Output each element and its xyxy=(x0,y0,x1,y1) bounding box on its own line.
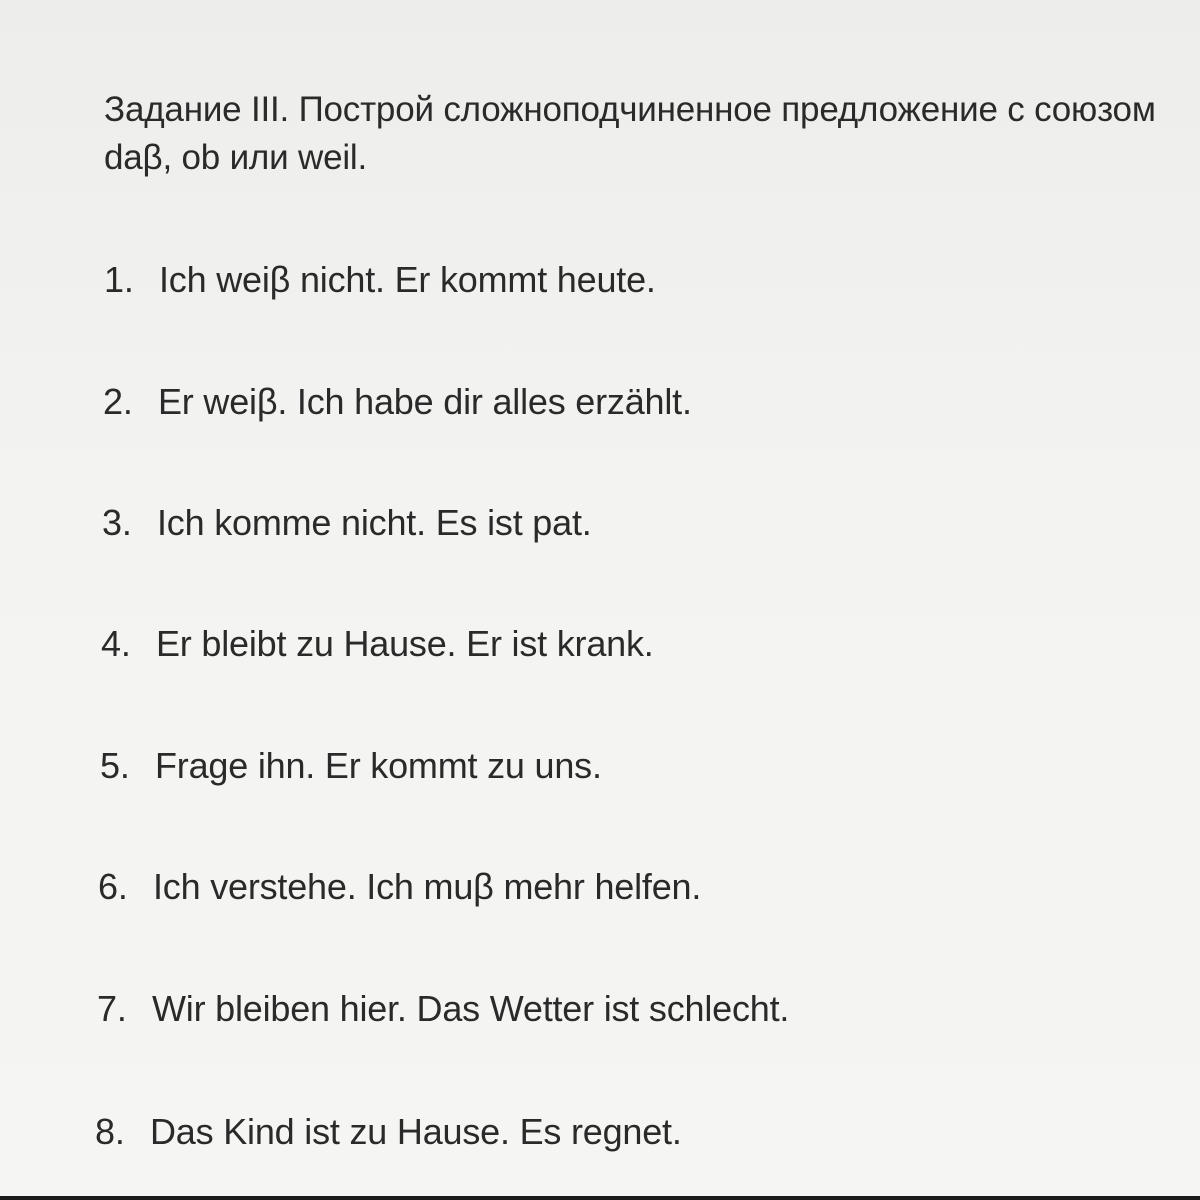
item-text: Frage ihn. Er kommt zu uns. xyxy=(155,745,602,786)
item-number: 2. xyxy=(103,381,133,422)
item-text: Wir bleiben hier. Das Wetter ist schlecht. xyxy=(152,988,790,1029)
list-item xyxy=(103,380,692,424)
list-item xyxy=(102,501,592,545)
task-heading: Задание III. Построй сложноподчиненное предложение с союзом daβ, ob или weil. xyxy=(104,90,1156,177)
item-text: Ich weiβ nicht. Er kommt heute. xyxy=(159,259,656,300)
item-number: 1. xyxy=(104,259,134,300)
item-text: Das Kind ist zu Hause. Es regnet. xyxy=(150,1111,682,1152)
item-number: 8. xyxy=(95,1111,125,1152)
item-number: 7. xyxy=(97,988,127,1029)
list-item xyxy=(98,865,701,909)
item-number: 5. xyxy=(100,745,130,786)
item-text: Ich verstehe. Ich muβ mehr helfen. xyxy=(153,866,702,907)
list-item xyxy=(104,258,656,302)
item-text: Er weiβ. Ich habe dir alles erzählt. xyxy=(158,381,692,422)
page-bottom-edge xyxy=(0,1196,1200,1200)
item-number: 6. xyxy=(98,866,128,907)
item-text: Er bleibt zu Hause. Er ist krank. xyxy=(156,623,654,664)
list-item xyxy=(97,987,789,1031)
item-number: 3. xyxy=(102,502,132,543)
list-item xyxy=(95,1110,682,1154)
item-text: Ich komme nicht. Es ist pat. xyxy=(157,502,592,543)
list-item xyxy=(100,744,602,788)
item-number: 4. xyxy=(101,623,131,664)
list-item xyxy=(101,622,654,666)
